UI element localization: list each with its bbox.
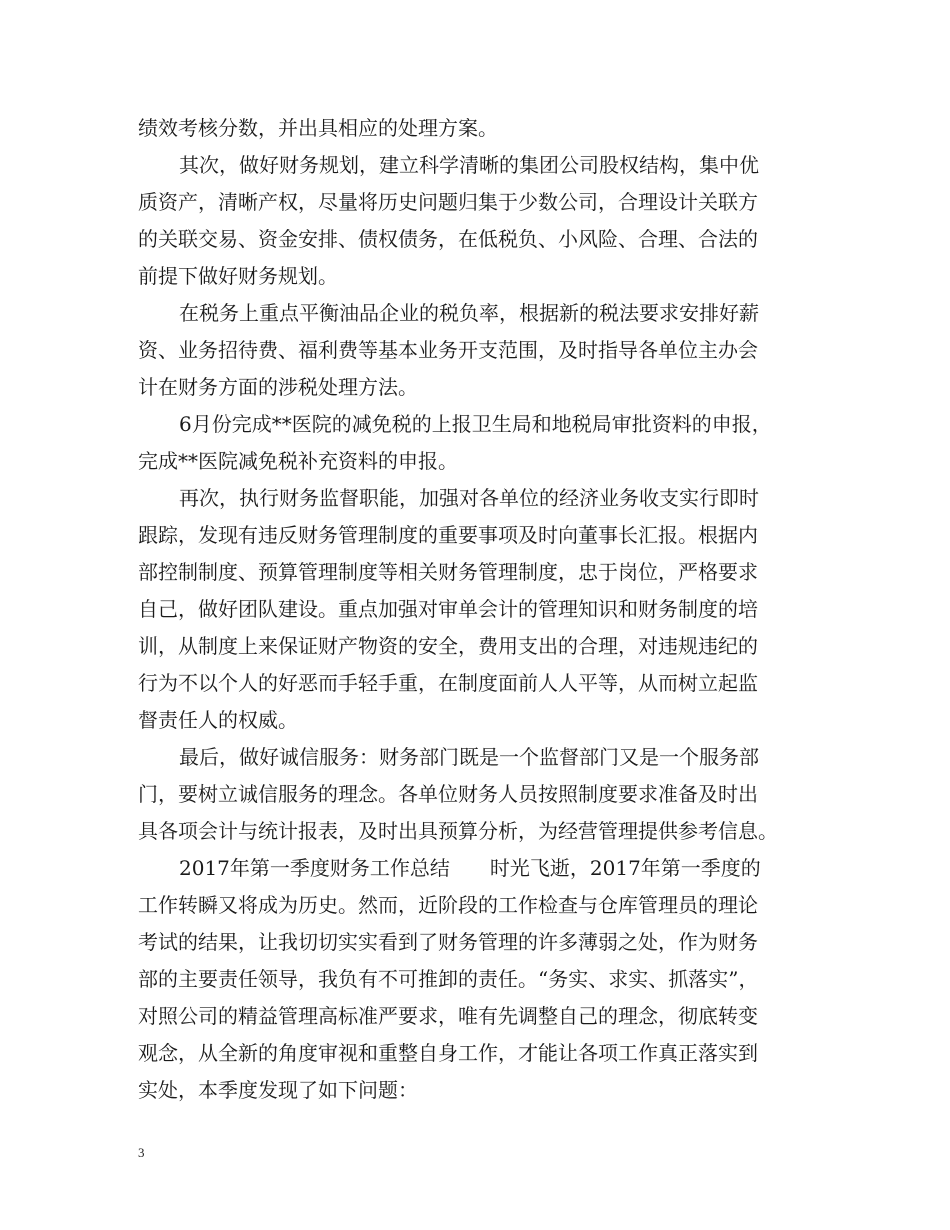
text-line: 在税务上重点平衡油品企业的税负率，根据新的税法要求安排好薪 (179, 301, 759, 325)
text-line: 跟踪，发现有违反财务管理制度的重要事项及时向董事长汇报。根据内 (138, 523, 758, 547)
text-line: 自己，做好团队建设。重点加强对审单会计的管理知识和财务制度的培 (138, 597, 758, 621)
text-line: 的关联交易、资金安排、债权债务，在低税负、小风险、合理、合法的 (138, 227, 758, 251)
text-line: 绩效考核分数，并出具相应的处理方案。 (138, 116, 498, 140)
text-line: 最后，做好诚信服务：财务部门既是一个监督部门又是一个服务部 (179, 745, 759, 769)
text-line: 行为不以个人的好恶而手轻手重，在制度面前人人平等，从而树立起监 (138, 671, 758, 695)
text-line: 具各项会计与统计报表，及时出具预算分析，为经营管理提供参考信息。 (138, 819, 778, 843)
text-line: 再次，执行财务监督职能，加强对各单位的经济业务收支实行即时 (179, 486, 759, 510)
text-line: 工作转瞬又将成为历史。然而，近阶段的工作检查与仓库管理员的理论 (138, 893, 758, 917)
text-line: 对照公司的精益管理高标准严要求，唯有先调整自己的理念，彻底转变 (138, 1004, 758, 1028)
text-line: 督责任人的权威。 (138, 708, 298, 732)
text-line: 部控制制度、预算管理制度等相关财务管理制度，忠于岗位，严格要求 (138, 560, 758, 584)
text-line: 考试的结果，让我切切实实看到了财务管理的许多薄弱之处，作为财务 (138, 930, 758, 954)
text-line: 门，要树立诚信服务的理念。各单位财务人员按照制度要求准备及时出 (138, 782, 758, 806)
text-line: 部的主要责任领导，我负有不可推卸的责任。“务实、求实、抓落实”， (138, 967, 759, 991)
text-line: 其次，做好财务规划，建立科学清晰的集团公司股权结构，集中优 (179, 153, 759, 177)
text-line: 6月份完成**医院的减免税的上报卫生局和地税局审批资料的申报， (179, 412, 772, 436)
text-line: 完成**医院减免税补充资料的申报。 (138, 449, 458, 473)
text-line: 资、业务招待费、福利费等基本业务开支范围，及时指导各单位主办会 (138, 338, 758, 362)
page-number: 3 (138, 1145, 145, 1160)
text-line: 质资产，清晰产权，尽量将历史问题归集于少数公司，合理设计关联方 (138, 190, 758, 214)
text-line: 2017年第一季度财务工作总结 时光飞逝，2017年第一季度的 (179, 856, 761, 880)
text-line: 实处，本季度发现了如下问题： (138, 1078, 418, 1102)
text-line: 训，从制度上来保证财产物资的安全，费用支出的合理，对违规违纪的 (138, 634, 758, 658)
text-line: 前提下做好财务规划。 (138, 264, 338, 288)
text-line: 计在财务方面的涉税处理方法。 (138, 375, 418, 399)
text-line: 观念，从全新的角度审视和重整自身工作，才能让各项工作真正落实到 (138, 1041, 758, 1065)
